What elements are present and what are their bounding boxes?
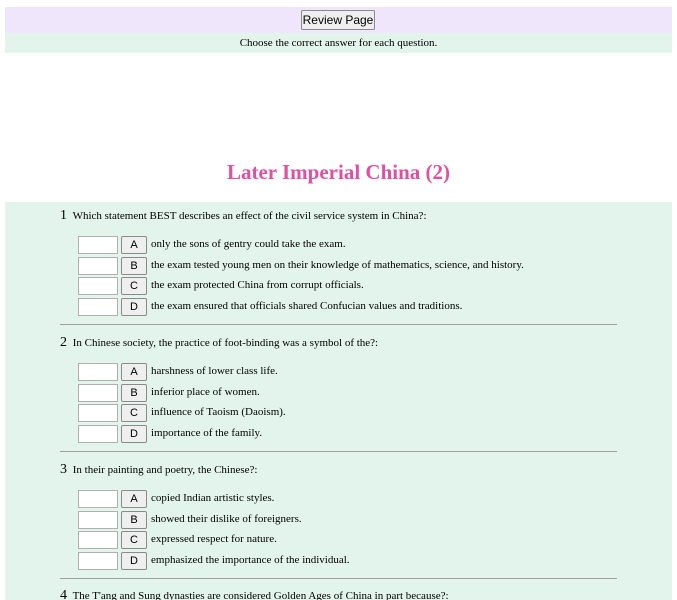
page-title: Later Imperial China (2) bbox=[226, 160, 450, 184]
question-number: 3 bbox=[60, 462, 67, 477]
option-text: expressed respect for nature. bbox=[151, 533, 277, 545]
option-d-button[interactable]: D bbox=[121, 298, 147, 316]
option-d-button[interactable]: D bbox=[121, 425, 147, 443]
answer-input[interactable] bbox=[78, 257, 118, 275]
answer-input[interactable] bbox=[78, 363, 118, 381]
option-text: harshness of lower class life. bbox=[151, 365, 278, 377]
question-text: In Chinese society, the practice of foot-binding was a symbol of the?: bbox=[72, 337, 379, 349]
answer-input[interactable] bbox=[78, 404, 118, 422]
option-b-button[interactable]: B bbox=[121, 257, 147, 275]
answer-input[interactable] bbox=[78, 511, 118, 529]
answer-input[interactable] bbox=[78, 298, 118, 316]
answer-input[interactable] bbox=[78, 490, 118, 508]
option-text: showed their dislike of foreigners. bbox=[151, 513, 302, 525]
review-page-button[interactable]: Review Page bbox=[301, 10, 375, 30]
answer-input[interactable] bbox=[78, 236, 118, 254]
question-divider bbox=[60, 578, 617, 579]
answer-input[interactable] bbox=[78, 531, 118, 549]
question-prompt bbox=[60, 462, 257, 478]
answer-input[interactable] bbox=[78, 277, 118, 295]
option-text: copied Indian artistic styles. bbox=[151, 492, 275, 504]
option-text: the exam tested young men on their knowledge of mathematics, science, and history. bbox=[151, 259, 524, 271]
option-text: the exam protected China from corrupt officials. bbox=[151, 279, 364, 291]
question-prompt bbox=[60, 335, 378, 351]
option-c-button[interactable]: C bbox=[121, 531, 147, 549]
question-text: In their painting and poetry, the Chinese?: bbox=[72, 464, 258, 476]
option-text: importance of the family. bbox=[151, 427, 263, 439]
answer-input[interactable] bbox=[78, 552, 118, 570]
option-a-button[interactable]: A bbox=[121, 490, 147, 508]
question-prompt bbox=[60, 208, 427, 224]
option-c-button[interactable]: C bbox=[121, 277, 147, 295]
question-number: 2 bbox=[60, 335, 67, 350]
option-text: the exam ensured that officials shared Confucian values and traditions. bbox=[151, 300, 463, 312]
question-number: 4 bbox=[60, 588, 67, 600]
option-c-button[interactable]: C bbox=[121, 404, 147, 422]
option-text: only the sons of gentry could take the exam. bbox=[151, 238, 346, 250]
question-text: Which statement BEST describes an effect of the civil service system in China?: bbox=[72, 210, 427, 222]
option-text: inferior place of women. bbox=[151, 386, 260, 398]
instruction-text: Choose the correct answer for each question. bbox=[5, 33, 672, 53]
option-a-button[interactable]: A bbox=[121, 236, 147, 254]
option-b-button[interactable]: B bbox=[121, 384, 147, 402]
question-text: The T'ang and Sung dynasties are considered Golden Ages of China in part because?: bbox=[72, 590, 449, 600]
option-text: emphasized the importance of the individual. bbox=[151, 554, 350, 566]
answer-input[interactable] bbox=[78, 425, 118, 443]
question-divider bbox=[60, 451, 617, 452]
question-prompt bbox=[60, 588, 449, 600]
question-divider bbox=[60, 324, 617, 325]
answer-input[interactable] bbox=[78, 384, 118, 402]
option-b-button[interactable]: B bbox=[121, 511, 147, 529]
option-a-button[interactable]: A bbox=[121, 363, 147, 381]
question-number: 1 bbox=[60, 208, 67, 223]
option-text: influence of Taoism (Daoism). bbox=[151, 406, 286, 418]
quiz-area bbox=[5, 202, 672, 600]
option-d-button[interactable]: D bbox=[121, 552, 147, 570]
